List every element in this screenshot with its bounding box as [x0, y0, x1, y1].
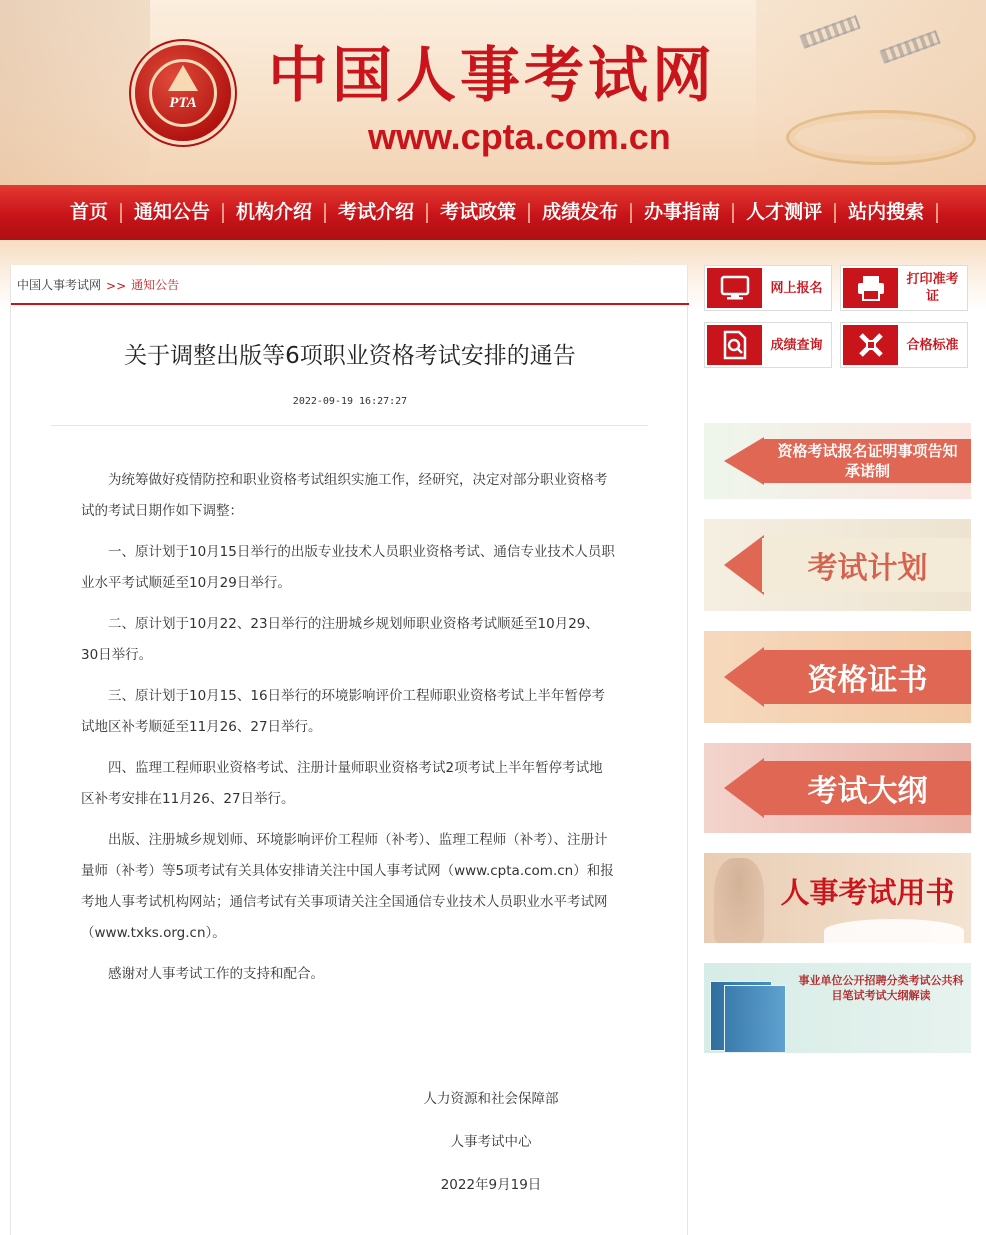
tools-icon	[843, 325, 898, 365]
monitor-icon	[707, 268, 762, 308]
nav-item	[734, 185, 836, 240]
nav-separator	[732, 203, 734, 223]
nav-separator	[324, 203, 326, 223]
article-body	[81, 465, 616, 1000]
article-paragraph: 为统筹做好疫情防控和职业资格考试组织实施工作，经研究，决定对部分职业资格考试的考试日期作如下调整：	[81, 472, 608, 519]
pta-logo[interactable]	[135, 45, 231, 141]
nav-item	[326, 185, 428, 240]
banner-label: 人事考试用书	[780, 875, 955, 910]
article-title: 关于调整出版等6项职业资格考试安排的通告	[124, 343, 576, 369]
banner-label: 考试大纲	[807, 774, 928, 809]
nav-link-search[interactable]: 站内搜索	[848, 201, 925, 223]
banner-syllabus[interactable]	[704, 743, 971, 833]
banner-certificate[interactable]	[704, 631, 971, 723]
nav-link-about[interactable]: 机构介绍	[236, 201, 313, 223]
article-panel	[10, 265, 688, 1235]
signature-org: 人力资源和社会保障部	[423, 1091, 559, 1107]
score-query-button[interactable]	[704, 322, 832, 368]
banner-public-recruitment[interactable]	[704, 963, 971, 1053]
banner-arrow-icon	[724, 535, 764, 595]
quick-button-label: 网上报名	[770, 280, 823, 296]
nav-separator	[936, 203, 938, 223]
open-book-icon	[824, 919, 964, 943]
banner-label: 资格考试报名证明事项告知承诺制	[777, 442, 958, 480]
nav-item	[58, 185, 122, 240]
title-divider	[51, 425, 648, 426]
banner-label: 资格证书	[807, 663, 928, 698]
online-registration-button[interactable]	[704, 265, 832, 311]
article-paragraph: 感谢对人事考试工作的支持和配合。	[108, 966, 324, 982]
nav-link-home[interactable]: 首页	[70, 201, 109, 223]
banner-label: 考试计划	[807, 551, 928, 586]
nav-item	[836, 185, 938, 240]
great-wall-decoration	[0, 0, 150, 185]
nav-link-results[interactable]: 成绩发布	[542, 201, 619, 223]
nav-separator	[222, 203, 224, 223]
banner-label: 事业单位公开招聘分类考试公共科目笔试考试大纲解读	[798, 974, 964, 1002]
nav-link-guide[interactable]: 办事指南	[644, 201, 721, 223]
banner-arrow-icon	[724, 437, 764, 485]
breadcrumb-home-link[interactable]: 中国人事考试网	[17, 278, 102, 292]
nav-list	[58, 185, 938, 240]
banner-exam-books[interactable]	[704, 853, 971, 943]
nav-separator	[630, 203, 632, 223]
signature-center: 人事考试中心	[450, 1134, 532, 1150]
main-nav	[0, 185, 986, 240]
logo-text: PTA	[169, 95, 197, 111]
site-title: 中国人事考试网	[268, 41, 716, 111]
site-url: www.cpta.com.cn	[368, 116, 671, 157]
quick-button-label: 合格标准	[906, 337, 959, 353]
search-doc-icon	[707, 325, 762, 365]
nav-item	[428, 185, 530, 240]
birds-nest-decoration	[786, 110, 976, 165]
nav-link-policy[interactable]: 考试政策	[440, 201, 517, 223]
nav-item	[224, 185, 326, 240]
breadcrumb-current-link[interactable]: 通知公告	[131, 278, 180, 292]
pass-standard-button[interactable]	[840, 322, 968, 368]
book-cover-icon	[724, 985, 786, 1053]
nav-separator	[528, 203, 530, 223]
article-paragraph: 出版、注册城乡规划师、环境影响评价工程师（补考）、监理工程师（补考）、注册计量师（补考）等5项考试有关具体安排请关注中国人事考试网（www.cpta.com.cn）和报考地人事考试机构网站；通信考试有关事项请关注全国通信专业技术人员职业水平考试网（www.txks.org.cn）。	[81, 832, 614, 941]
banner-exam-plan[interactable]	[704, 519, 971, 611]
quick-button-label: 打印准考证	[906, 272, 959, 304]
nav-link-notices[interactable]: 通知公告	[134, 201, 211, 223]
banner-arrow-icon	[724, 647, 764, 707]
breadcrumb-separator: >>	[106, 278, 127, 293]
nav-item	[122, 185, 224, 240]
breadcrumb	[11, 265, 689, 305]
site-header	[0, 0, 986, 185]
article-paragraph: 三、原计划于10月15、16日举行的环境影响评价工程师职业资格考试上半年暂停考试地区补考顺延至11月26、27日举行。	[81, 688, 606, 735]
nav-link-exams[interactable]: 考试介绍	[338, 201, 415, 223]
article-datetime: 2022-09-19 16:27:27	[292, 396, 408, 407]
nav-separator	[834, 203, 836, 223]
print-admission-button[interactable]	[840, 265, 968, 311]
logo-mountain-icon	[168, 65, 198, 91]
person-silhouette-icon	[714, 858, 764, 943]
article-paragraph: 一、原计划于10月15日举行的出版专业技术人员职业资格考试、通信专业技术人员职业水平考试顺延至10月29日举行。	[81, 544, 615, 591]
article-paragraph: 四、监理工程师职业资格考试、注册计量师职业资格考试2项考试上半年暂停考试地区补考安排在11月26、27日举行。	[81, 760, 603, 807]
printer-icon	[843, 268, 898, 308]
banner-arrow-icon	[724, 758, 764, 818]
quick-button-label: 成绩查询	[770, 337, 823, 353]
nav-item	[632, 185, 734, 240]
signature-date: 2022年9月19日	[440, 1177, 542, 1193]
nav-item	[530, 185, 632, 240]
nav-separator	[120, 203, 122, 223]
nav-link-assessment[interactable]: 人才测评	[746, 201, 823, 223]
banner-commitment[interactable]	[704, 423, 971, 499]
nav-separator	[426, 203, 428, 223]
article-paragraph: 二、原计划于10月22、23日举行的注册城乡规划师职业资格考试顺延至10月29、30日举行。	[81, 616, 599, 663]
